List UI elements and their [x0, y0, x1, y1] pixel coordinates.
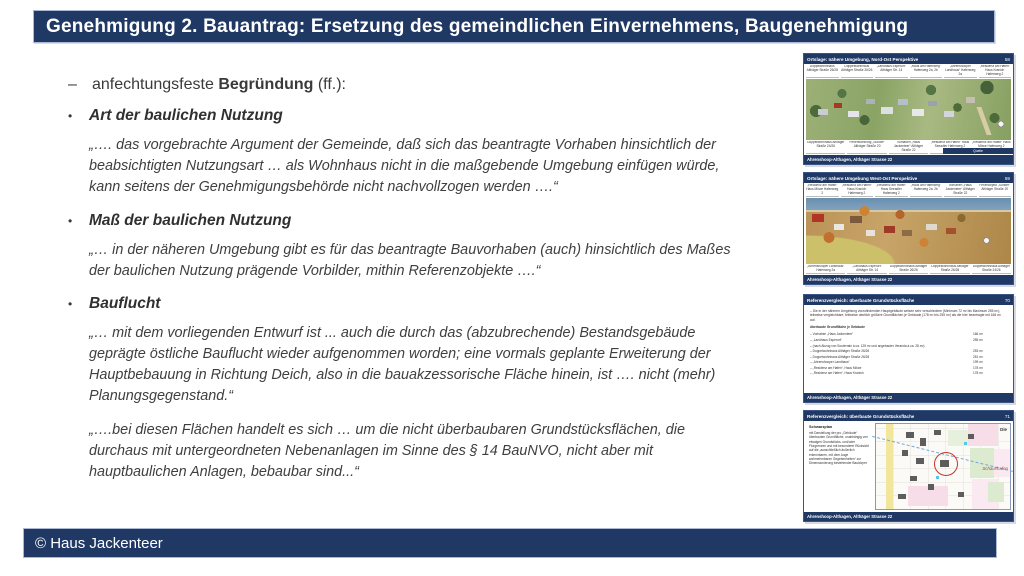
bullet-text-pre: anfechtungsfeste — [92, 76, 219, 93]
thumb-page-number: 71 — [1004, 413, 1010, 419]
dot-bullet: • — [68, 109, 73, 123]
reference-row — [810, 360, 1007, 364]
page-title: Genehmigung 2. Bauantrag: Ersetzung des gemeindlichen Einvernehmens, Baugenehmigung — [46, 15, 909, 37]
slide-body — [68, 76, 783, 495]
thumb-page-number: 58 — [1004, 56, 1010, 62]
schwarzplan-heading: Schwarzplan — [809, 425, 833, 429]
thumb-footer-text: Ahrenshoop-Althagen, Althäger Strasse 22 — [807, 157, 893, 162]
schwarzplan-description: mit Darstellung der pro „Gebäude“ überbauten Grundfläche, unabhängig von etwaigen Grundstücks- und/oder Flurgrenzen und mit besonderer Rücksicht auf die „ausschließlich äußerlich erkennbaren, mit dem Auge wahrnehmbaren Gegebenheiten“ zur Dimensionierung bestehender Baukörper — [809, 431, 870, 466]
reference-row — [810, 349, 1007, 353]
dash-bullet: – — [68, 76, 77, 93]
bullet-text-bold: Begründung — [218, 76, 314, 93]
photo-label: „Ahrenshooper Landhaus“ Hafenweg 2a — [807, 265, 845, 273]
copyright-text: © Haus Jackenteer — [35, 534, 163, 552]
section-bauflucht — [68, 295, 783, 483]
reference-label: – „Residenz am Hafen“, Haus Möwe — [810, 366, 973, 370]
thumb-footer-text: Ahrenshoop-Althagen, Althäger Strasse 22 — [807, 277, 893, 282]
map-label-top: Die — [1000, 427, 1007, 432]
section-heading: Art der baulichen Nutzung — [89, 107, 283, 124]
thumbnail-ortslage-nordost — [803, 53, 1014, 165]
photo-label: „Residenz am Hafen“ Haus Seeadler Hafenweg 2 — [876, 184, 907, 195]
thumbnail-schwarzplan — [803, 410, 1014, 522]
aerial-photo-westeast — [806, 198, 1011, 265]
thumbnail-referenzvergleich-tabelle — [803, 294, 1014, 403]
reference-intro: – Die in der näheren Umgebung vorzufindenden Hauptgebäude weisen sehr verschiedene (Minimum 72 m² bis Maximum 255 m²), teilweise vergleichbare, teilweise deutlich größere Grundflächen je Gebäude (178 m² bis 255 m²) als die hier beantragte mit 166 m² auf. — [810, 309, 1007, 322]
reference-label: – Vorhaben „Haus Jackenteer“ — [810, 332, 973, 336]
bullet-text — [92, 76, 346, 94]
reference-label: – Doppelwohnhaus Althäger Straße 26/28 — [810, 355, 973, 359]
reference-row — [810, 366, 1007, 370]
reference-label: – „Residenz am Hafen“, Haus Kranich — [810, 371, 973, 375]
slide-title-bar — [33, 10, 995, 43]
quote-paragraph: „… in der näheren Umgebung gibt es für das beantragte Bauvorhaben (auch) hinsichtlich des Maßes der baulichen Nutzung prägende Vorbilder, mithin Referenzobjekte ….“ — [89, 241, 731, 279]
photo-labels-top — [804, 64, 1013, 79]
slide-footer-bar — [23, 528, 997, 558]
reference-label: – (nach Abzug von Souterrain à ca. 125 m² und angebauter Veranda à ca. 28 m²) — [810, 344, 973, 348]
thumb-footer-text: Ahrenshoop-Althagen, Althäger Strasse 22 — [807, 514, 893, 519]
reference-value: 199 m² — [973, 360, 983, 365]
photo-label: Vorhaben „Haus Jackenteer“ Althäger Straße 22 — [945, 184, 975, 195]
photo-label: Doppelwohnhaus Althäger Straße 24/26 — [806, 141, 845, 154]
photo-labels-bottom — [804, 264, 1013, 275]
section-mass-der-nutzung — [68, 212, 783, 282]
photo-label: „Haus am Hafenweg“ Hafenweg 2a, 2b — [910, 65, 943, 78]
bullet-line-level1 — [68, 76, 783, 94]
thumb-title: Referenzvergleich: überbaute Grundstücksfläche — [807, 297, 915, 303]
thumb-title-bar — [804, 54, 1013, 64]
highlight-circle — [934, 452, 958, 476]
photo-label: Doppelwohnhaus Althäger Straße 26/26 — [889, 265, 928, 273]
reference-rows — [810, 332, 1007, 375]
reference-label: – „Landhaus Esperort“ — [810, 338, 973, 342]
reference-value: 178 m² — [973, 365, 983, 370]
section-heading-row — [68, 212, 783, 230]
thumb-footer-text: Ahrenshoop-Althagen, Althäger Strasse 22 — [807, 395, 893, 400]
thumb-footer-bar — [804, 149, 1013, 164]
photo-label: Doppelwohnhaus Althäger Straße 26/28 — [931, 265, 969, 273]
photo-label: „Landhaus Esperort“ Althäger Str. 14 — [847, 265, 886, 274]
thumb-footer-bar — [804, 275, 1013, 284]
schwarzplan-content — [804, 421, 1013, 512]
photo-label: „Residenz am Hafen“ Haus Kranich Hafenweg 2 — [979, 65, 1010, 76]
thumb-title: Ortslage: nähere Umgebung West-Ost Perspektive — [807, 175, 918, 181]
thumb-title-bar — [804, 173, 1013, 183]
photo-label: Ferienwohnung „Sünder“ Althäger Straße 20 — [847, 141, 886, 154]
reference-value: 251 m² — [973, 354, 983, 359]
quote-paragraph: „…. das vorgebrachte Argument der Gemeinde, daß sich das beantragte Vorhaben hinsichtlich der beabsichtigten Nutzungsart … als Wohnhaus nicht in die maßgebende Umgebung einfügen würde, kann seitens der Genehmigungsbehörde nicht nachvollzogen werden ….“ — [89, 137, 720, 196]
photo-label: „Haus am Hafenweg“ Hafenweg 2a, 2b — [910, 184, 943, 197]
map-label-right: Schaushafen — [982, 466, 1008, 471]
quote-paragraph: „….bei diesen Flächen handelt es sich … um die nicht überbaubaren Grundstücksflächen, die durchaus mit untergeordneten Nebenanlagen im Sinne des § 14 BauNVO, nicht aber mit hauptbaulichen Anlagen, bebaubar sind...“ — [89, 421, 685, 480]
reference-row — [810, 355, 1007, 359]
reference-value: 166 m² — [973, 332, 983, 337]
section-art-der-nutzung — [68, 107, 783, 199]
photo-label: „Residenz am Hafen“ Haus Kranich Hafenweg 2 — [841, 184, 872, 195]
section-heading: Maß der baulichen Nutzung — [89, 211, 292, 229]
reference-list — [804, 305, 1013, 393]
photo-label: Doppelwohnhaus Althäger Straße 26/26 — [841, 65, 874, 78]
reference-row — [810, 371, 1007, 375]
schwarzplan-text — [804, 421, 875, 512]
source-label: Quelle — [943, 148, 1013, 154]
photo-labels-top — [804, 183, 1013, 198]
thumb-title-bar — [804, 411, 1013, 421]
reference-value: 178 m² — [973, 371, 983, 376]
reference-label: – „Ahrenshooper Landhaus“ — [810, 360, 973, 364]
section-heading: Bauflucht — [89, 294, 161, 312]
dot-bullet: • — [68, 296, 73, 311]
reference-value: 255 m² — [973, 337, 983, 342]
quote-paragraph: „… mit dem vorliegenden Entwurf ist ... auch die durch das (abzubrechende) Bestandsgebäude geprägte östliche Bauflucht wieder aufgenommen worden; eine vormals geplante Erweiterung der Hauptbebauung in Richtung Deich, also in die bauakzessorische Fläche hinein, ist …. nicht (mehr) Planungsgegenstand.“ — [89, 324, 716, 405]
photo-label: Vorhaben „Haus Jackenteer“ Althäger Straße 22 — [889, 141, 928, 154]
dot-bullet: • — [68, 213, 73, 228]
aerial-photo-northeast — [806, 79, 1011, 141]
photo-label: „Residenz am Hafen“ Haus Möwe Hafenweg 2 — [806, 184, 839, 195]
reference-label: – Doppelwohnhaus Althäger Straße 26/26 — [810, 349, 973, 353]
reference-value — [973, 344, 1007, 348]
thumb-page-number: 59 — [1004, 175, 1010, 181]
bullet-text-post: (ff.): — [313, 76, 346, 93]
thumb-page-number: 70 — [1004, 297, 1010, 303]
reference-value: 253 m² — [973, 349, 983, 354]
thumb-title: Referenzvergleich: überbaute Grundstücksfläche — [807, 413, 915, 419]
reference-row — [810, 332, 1007, 336]
section-heading-row — [68, 295, 783, 313]
site-plan-map — [875, 423, 1011, 510]
thumb-title: Ortslage: nähere Umgebung, Nord-Ost Perspektive — [807, 56, 919, 62]
reference-row — [810, 344, 1007, 348]
section-heading-row — [68, 107, 783, 125]
photo-label: „Ahrenshooper Landhaus“ Hafenweg 2a — [945, 65, 976, 76]
thumbnail-ortslage-westost — [803, 172, 1014, 285]
photo-label: „Residenz am Hafen“ Haus Seeadler Hafenweg 2 — [930, 141, 969, 154]
thumb-footer-bar — [804, 393, 1013, 402]
photo-label: „Landhaus Esperort“ Althäger Str. 14 — [875, 65, 908, 78]
reference-row — [810, 338, 1007, 342]
reference-subhead: überbaute Grundfläche je Gebäude — [810, 325, 865, 330]
photo-label: Doppelwohnhaus Althäger Straße 24/26 — [972, 265, 1010, 273]
photo-label: „Residenz am Hafen“ Haus Möwe Hafenweg 2 — [972, 141, 1011, 154]
thumb-footer-bar — [804, 512, 1013, 521]
photo-label: Doppelwohnhaus Althäger Straße 26/28 — [806, 65, 839, 78]
thumb-title-bar — [804, 295, 1013, 305]
photo-label: Ferienobjekt „Sünder“ Althäger Straße 20 — [979, 184, 1012, 197]
